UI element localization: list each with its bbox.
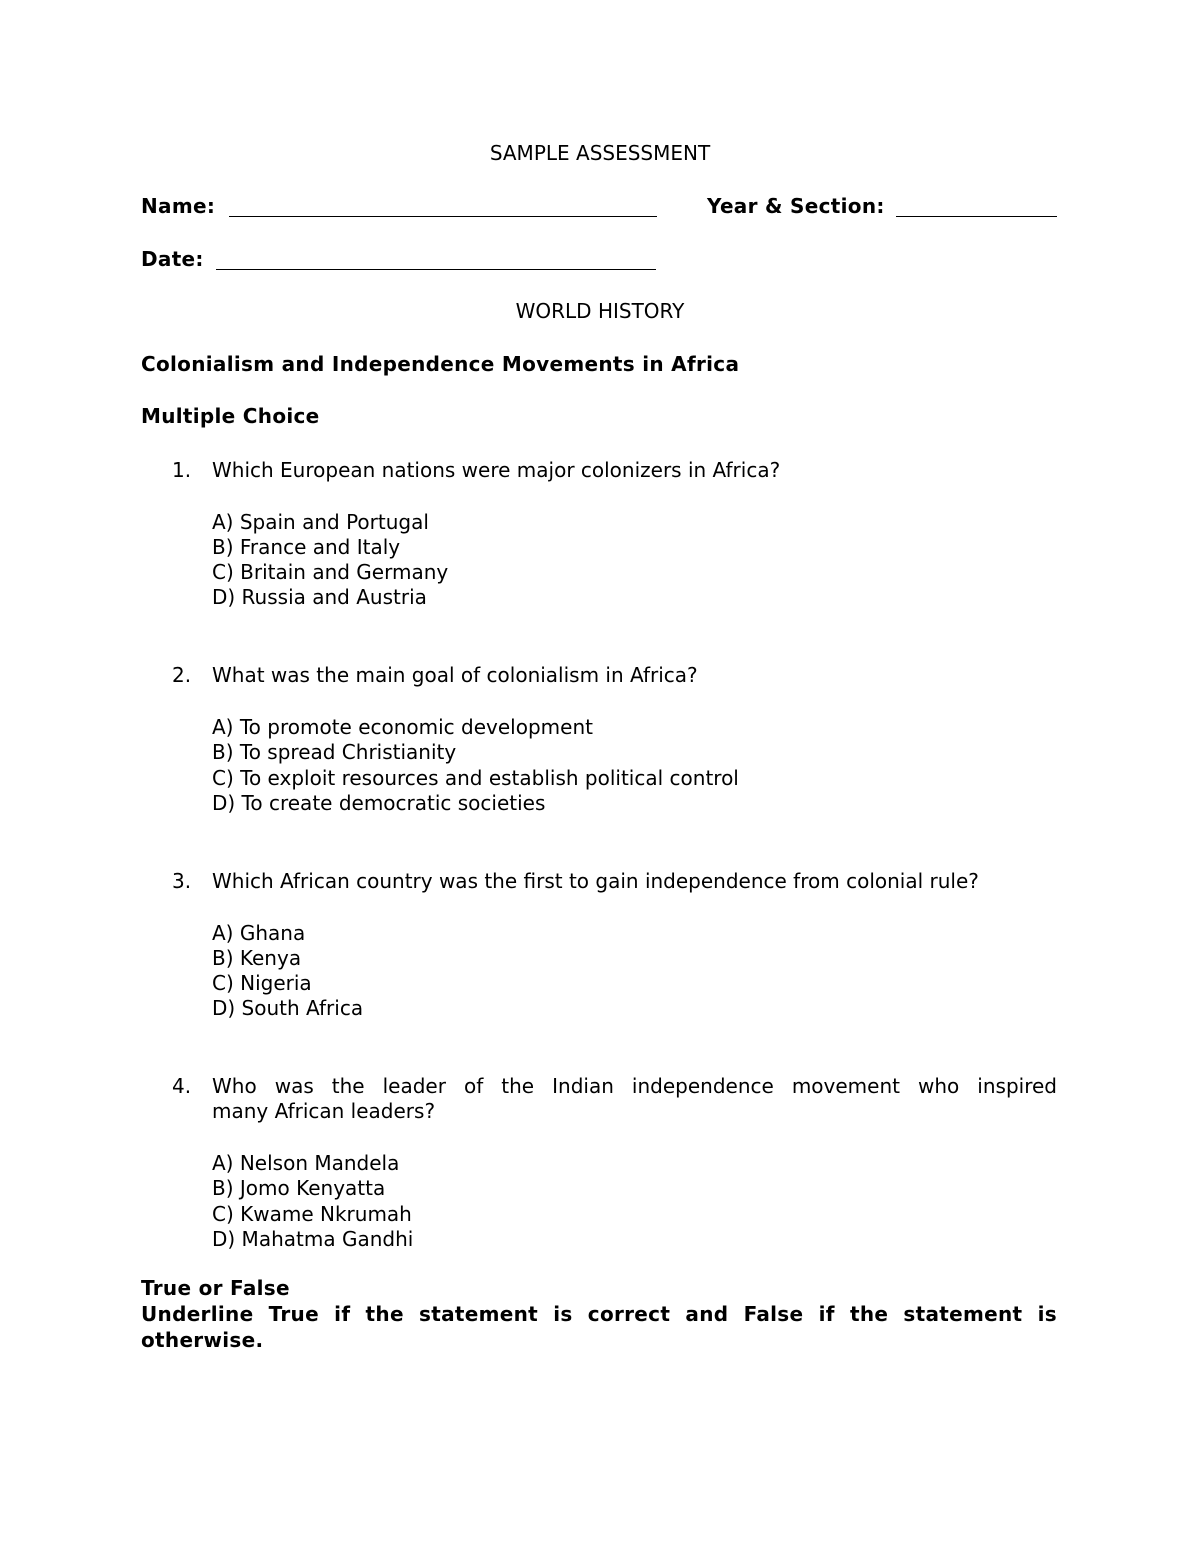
true-false-instruction: Underline True if the statement is correct and False if the statement is xyxy=(141,1302,1057,1326)
name-label: Name: xyxy=(141,194,216,218)
answer-option: D) Mahatma Gandhi xyxy=(212,1227,414,1251)
answer-option: A) To promote economic development xyxy=(212,715,593,739)
answer-option: C) Nigeria xyxy=(212,971,312,995)
question-text: Which African country was the first to gain independence from colonial rule? xyxy=(212,869,979,893)
question-text: Who was the leader of the Indian independence movement who inspired xyxy=(212,1074,1057,1098)
year-section-field-line[interactable] xyxy=(896,216,1057,217)
name-field-line[interactable] xyxy=(229,216,657,217)
date-field-line[interactable] xyxy=(216,269,656,270)
topic-heading: Colonialism and Independence Movements in Africa xyxy=(141,352,740,376)
true-false-heading: True or False xyxy=(141,1276,290,1300)
question-number: 4. xyxy=(172,1074,192,1098)
subject-heading: WORLD HISTORY xyxy=(515,299,685,323)
answer-option: A) Nelson Mandela xyxy=(212,1151,400,1175)
answer-option: B) Jomo Kenyatta xyxy=(212,1176,386,1200)
multiple-choice-heading: Multiple Choice xyxy=(141,404,320,428)
question-number: 2. xyxy=(172,663,192,687)
question-number: 3. xyxy=(172,869,192,893)
answer-option: C) Britain and Germany xyxy=(212,560,449,584)
question-text: Which European nations were major colonizers in Africa? xyxy=(212,458,781,482)
answer-option: A) Ghana xyxy=(212,921,306,945)
answer-option: C) Kwame Nkrumah xyxy=(212,1202,412,1226)
answer-option: B) Kenya xyxy=(212,946,302,970)
answer-option: D) Russia and Austria xyxy=(212,585,427,609)
date-label: Date: xyxy=(141,247,204,271)
answer-option: A) Spain and Portugal xyxy=(212,510,429,534)
answer-option: C) To exploit resources and establish political control xyxy=(212,766,739,790)
answer-option: D) To create democratic societies xyxy=(212,791,546,815)
page-title: SAMPLE ASSESSMENT xyxy=(489,141,711,165)
answer-option: B) France and Italy xyxy=(212,535,401,559)
true-false-instruction-continued: otherwise. xyxy=(141,1328,264,1352)
question-text: What was the main goal of colonialism in Africa? xyxy=(212,663,698,687)
question-text-continued: many African leaders? xyxy=(212,1099,436,1123)
answer-option: B) To spread Christianity xyxy=(212,740,457,764)
answer-option: D) South Africa xyxy=(212,996,364,1020)
year-section-label: Year & Section: xyxy=(707,194,885,218)
question-number: 1. xyxy=(172,458,192,482)
